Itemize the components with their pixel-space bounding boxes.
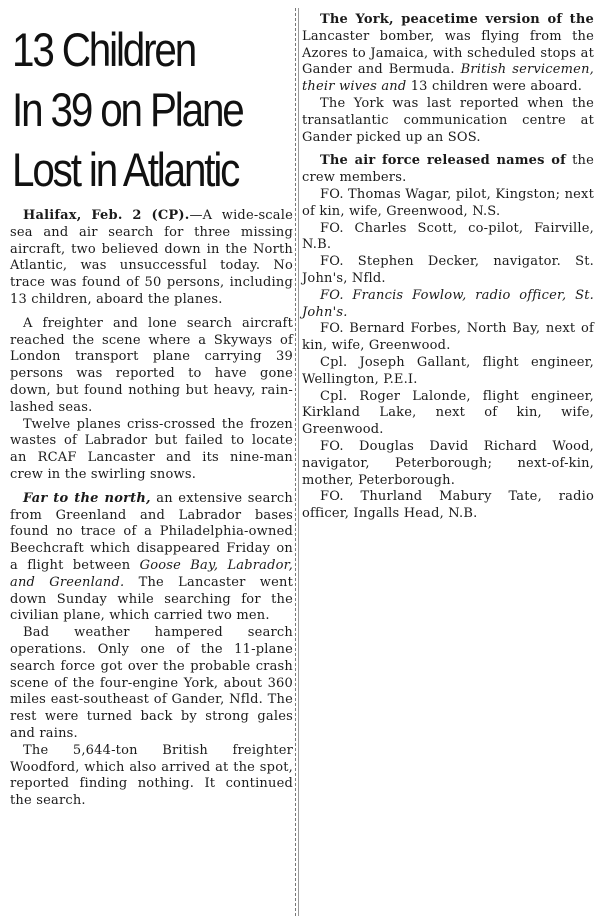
crew-entry: FO. Stephen Decker, navigator. St. John's, Nfld. xyxy=(302,254,594,286)
headline xyxy=(12,20,296,200)
crew-entry: FO. Thurland Mabury Tate, radio officer, Ingalls Head, N.B. xyxy=(302,489,594,522)
paragraph: The York was last reported when the transatlantic communication centre at Gander picked up an SOS. xyxy=(302,95,594,145)
crew-entry: FO. Bernard Forbes, North Bay, next of kin, wife, Greenwood. xyxy=(302,321,594,354)
paragraph-far-north xyxy=(10,491,293,625)
dateline: Halifax, Feb. 2 (CP). xyxy=(23,208,190,223)
paragraph: Twelve planes criss-crossed the frozen wastes of Labrador but failed to locate an RCAF Lancaster and its nine-man crew in the swirling snows. xyxy=(10,416,293,482)
crew-entry: FO. Douglas David Richard Wood, navigator, Peterborough; next-of-kin, mother, Peterborough. xyxy=(302,438,594,488)
paragraph-york xyxy=(302,12,594,96)
lead-in-phrase: Far to the north, xyxy=(23,490,151,506)
crew-entry: FO. Francis Fowlow, radio officer, St. John's. xyxy=(302,287,594,320)
paragraph-text: the crew members. xyxy=(302,153,594,186)
crew-entry: FO. Charles Scott, co-pilot, Fairville, N.B. xyxy=(302,220,594,253)
column-divider-inner xyxy=(298,8,299,916)
paragraph-text: —A wide-scale sea and air search for three missing aircraft, two believed down in the North Atlantic, was unsuccessful today. No trace was found of 50 persons, including 13 children, aboard the planes. xyxy=(10,208,293,307)
paragraph: A freighter and lone search aircraft reached the scene where a Skyways of London transport plane carrying 39 persons was reported to have gone down, but found nothing but heavy, rain-lashed seas. xyxy=(10,315,293,415)
paragraph-text: an extensive search from Greenland and Labrador bases found no trace of a Philadelphia-owned Beechcraft which disappeared Friday on a flight between xyxy=(10,490,293,573)
crew-entry: FO. Thomas Wagar, pilot, Kingston; next of kin, wife, Greenwood, N.S. xyxy=(302,186,594,219)
paragraph-text: 13 children were aboard. xyxy=(406,79,583,95)
headline-line-2: In 39 on Plane xyxy=(12,83,243,136)
paragraph: Bad weather hampered search operations. Only one of the 11-plane search force got over the probable crash scene of the four-engine York, about 360 miles east-southeast of Gander, Nfld. The rest were turned back by strong gales and rains. xyxy=(10,625,293,741)
crew-entry: Cpl. Joseph Gallant, flight engineer, Wellington, P.E.I. xyxy=(302,354,594,387)
paragraph: The 5,644-ton British freighter Woodford, which also arrived at the spot, reported finding nothing. It continued the search. xyxy=(10,742,293,809)
crew-entry: Cpl. Roger Lalonde, flight engineer, Kirkland Lake, next of kin, wife, Greenwood. xyxy=(302,388,594,438)
lead-in-phrase: The air force released names of xyxy=(320,153,566,169)
italic-phrase: British servicemen, their wives and xyxy=(302,62,594,95)
left-column xyxy=(10,12,293,810)
paragraph-text: Lancaster bomber, was flying from the Azores to Jamaica, with scheduled stops at Gander and Bermuda. xyxy=(302,28,594,78)
paragraph-dateline xyxy=(10,208,293,309)
paragraph-text: The Lancaster went down Sunday while searching for the civilian plane, which carried two men. xyxy=(10,574,293,624)
headline-line-3: Lost in Atlantic xyxy=(12,143,239,196)
lead-in-phrase: The York, peacetime version of the xyxy=(320,12,594,27)
headline-line-1: 13 Children xyxy=(12,23,196,76)
right-column xyxy=(302,12,594,523)
paragraph-crew-intro xyxy=(302,153,594,187)
italic-phrase: Goose Bay, Labrador, and Greenland. xyxy=(10,557,293,590)
